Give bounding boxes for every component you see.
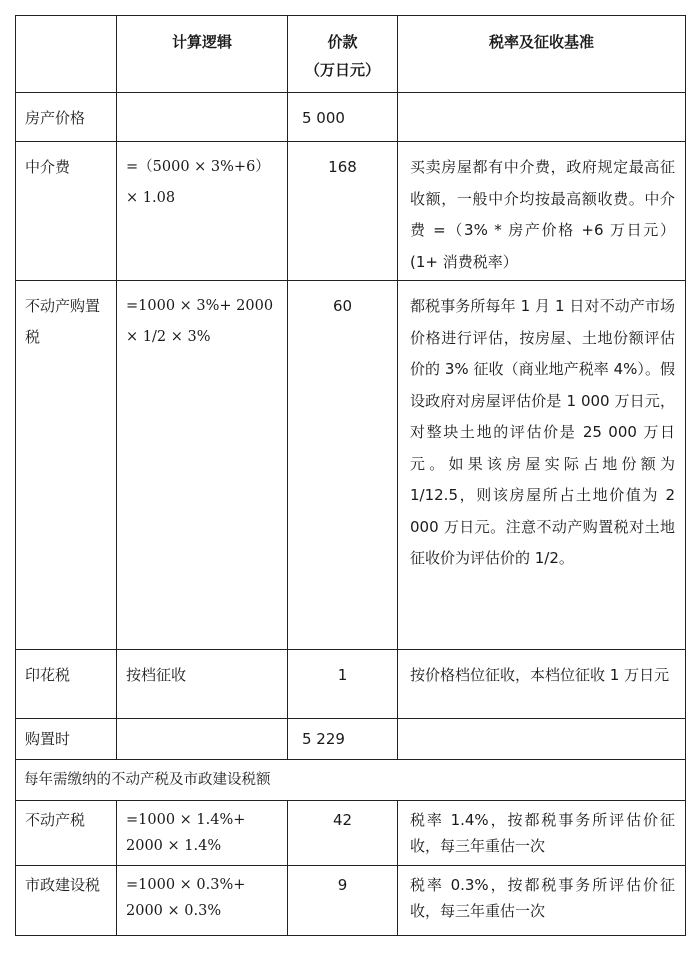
table-row <box>16 719 686 760</box>
row-basis: 税率 1.4%，按都税事务所评估价征收，每三年重估一次 <box>410 811 675 855</box>
annual-section-title: 每年需缴纳的不动产税及市政建设税额 <box>16 760 686 801</box>
row-item: 市政建设税 <box>25 876 101 894</box>
header-item <box>16 16 117 93</box>
row-logic: =1000 × 0.3%+ 2000 × 0.3% <box>126 877 246 919</box>
row-price: 60 <box>332 297 353 315</box>
annual-section-row <box>16 760 686 801</box>
row-item: 不动产税 <box>25 811 86 829</box>
table-row <box>16 866 686 936</box>
header-basis: 税率及征收基准 <box>398 16 686 93</box>
tax-table <box>15 15 686 936</box>
row-price: 1 <box>337 666 348 684</box>
row-price: 42 <box>332 811 353 829</box>
row-logic <box>117 719 287 729</box>
row-basis: 按价格档位征收，本档位征收 1 万日元 <box>410 666 670 684</box>
row-item: 不动产购置税 <box>25 297 101 346</box>
table-row <box>16 281 686 650</box>
row-price: 9 <box>337 876 348 894</box>
row-basis: 都税事务所每年 1 月 1 日对不动产市场价格进行评估，按房屋、土地份额评估价的 3% 征收（商业地产税率 4%）。假设政府对房屋评估价是 1 000 万日元，对整块土地的评估价是 25 000 万日元。如果该房屋实际占地份额为 1/12.5，则该房屋所占土地价值为 2 000 万日元。注意不动产购置税对土地征收价为评估价的 1/2。 <box>410 297 675 567</box>
header-price-line1: 价款 <box>327 33 358 51</box>
header-logic: 计算逻辑 <box>117 16 288 93</box>
row-logic: 按档征收 <box>126 666 187 684</box>
row-item: 购置时 <box>25 730 71 748</box>
row-logic: =1000 × 3%+ 2000 × 1/2 × 3% <box>126 298 274 345</box>
row-price: 5 000 <box>302 109 345 127</box>
row-price: 168 <box>328 158 357 176</box>
row-logic: =（5000 × 3%+6）× 1.08 <box>126 159 270 206</box>
row-logic: =1000 × 1.4%+ 2000 × 1.4% <box>126 812 246 854</box>
row-item: 印花税 <box>25 666 71 684</box>
header-price <box>288 16 398 93</box>
table-row <box>16 93 686 142</box>
table-header-row <box>16 16 686 93</box>
row-basis <box>398 93 685 103</box>
row-item: 中介费 <box>25 158 71 176</box>
row-basis: 买卖房屋都有中介费，政府规定最高征收额，一般中介均按最高额收费。中介费 =（3% * 房产价格 +6 万日元）(1+ 消费税率） <box>410 158 675 271</box>
table-row <box>16 801 686 866</box>
row-basis: 税率 0.3%，按都税事务所评估价征收，每三年重估一次 <box>410 876 675 920</box>
table-row <box>16 142 686 281</box>
row-basis <box>398 719 685 729</box>
table-row <box>16 650 686 719</box>
row-logic <box>117 93 287 103</box>
row-item: 房产价格 <box>25 109 86 127</box>
header-price-line2: （万日元） <box>304 61 380 79</box>
row-price: 5 229 <box>302 730 345 748</box>
